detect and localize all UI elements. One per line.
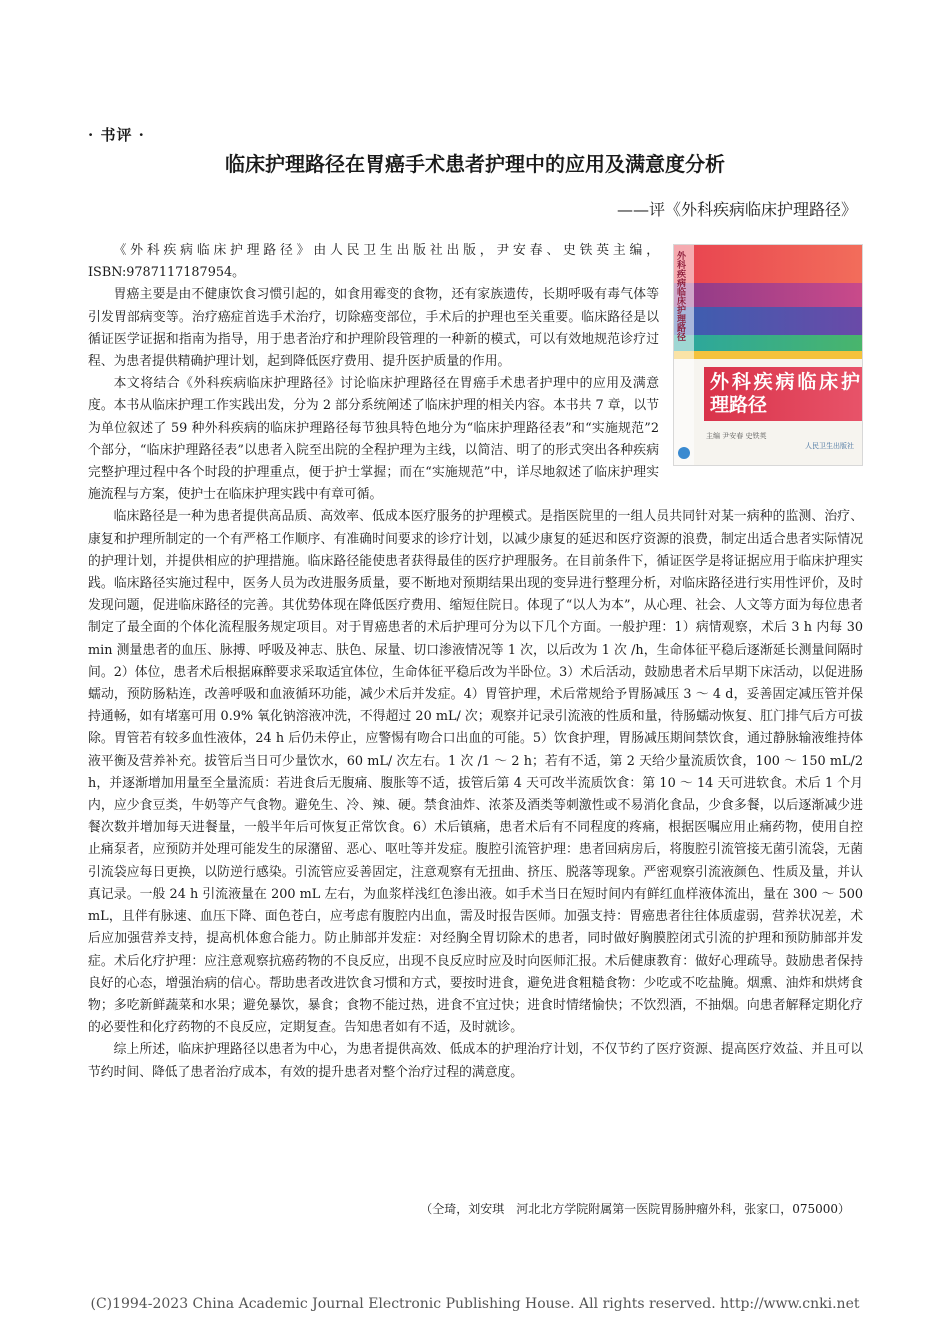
cover-vertical-title: 外科疾病临床护理路径 xyxy=(675,251,685,341)
book-cover-image xyxy=(673,244,863,466)
author-affiliation: （仝琦，刘安琪 河北北方学院附属第一医院胃肠肿瘤外科，张家口，075000） xyxy=(420,1202,850,1216)
section-tag: · 书评 · xyxy=(88,126,145,144)
paragraph: 《外科疾病临床护理路径》由人民卫生出版社出版，尹安春、史铁英主编，ISBN:9787117187954。 xyxy=(88,243,659,281)
paragraph: 综上所述，临床护理路径以患者为中心，为患者提供高效、低成本的护理治疗计划，不仅节约了医疗资源、提高医疗效益、并且可以节约时间、降低了患者治疗成本，有效的提升患者对整个治疗过程的满意度。 xyxy=(88,1042,863,1080)
cover-publisher: 人民卫生出版社 xyxy=(805,441,854,450)
cover-editors: 主编 尹安春 史铁英 xyxy=(706,432,767,440)
cover-title: 外科疾病临床护理路径 xyxy=(704,367,863,421)
paragraph: 临床路径是一种为患者提供高品质、高效率、低成本医疗服务的护理模式。是指医院里的一组人员共同针对某一病种的监测、治疗、康复和护理所制定的一个有严格工作顺序、有准确时间要求的诊疗计划，以减少康复的延迟和医疗资源的浪费，制定出适合患者实际情况的护理计划，并提供相应的护理措施。临床路径能使患者获得最佳的医疗护理服务。在目前条件下，循证医学是将证据应用于临床护理实践。临床路径实施过程中，医务人员为改进服务质量，要不断地对预期结果出现的变异进行整理分析，对临床路径进行实用性评价，及时发现问题，促进临床路径的完善。其优势体现在降低医疗费用、缩短住院日。体现了“以人为本”，从心理、社会、人文等方面为每位患者制定了最全面的个体化流程服务规定项目。对于胃癌患者的术后护理可分为以下几个方面。一般护理：1）病情观察，术后 3 h 内每 30 min 测量患者的血压、脉搏、呼吸及神志、肤色、尿量、切口渗液情况等 1 次，以后改为 1 次 /h，生命体征平稳后逐渐延长测量间隔时间。2）体位，患者术后根据麻醉要求采取适宜体位，生命体征平稳后改为半卧位。3）术后活动，鼓励患者术后早期下床活动，以促进肠蠕动，预防肠粘连，改善呼吸和血液循环功能，减少术后并发症。4）胃管护理，术后常规给予胃肠减压 3 ～ 4 d，妥善固定减压管并保持通畅，如有堵塞可用 0.9% 氧化钠溶液冲洗，不得超过 20 mL/ 次；观察并记录引流液的性质和量，待肠蠕动恢复、肛门排气后方可拔除。胃管若有较多血性液体，24 h 后仍未停止，应警惕有吻合口出血的可能。5）饮食护理，胃肠减压期间禁饮食，通过静脉输液维持体液平衡及营养补充。拔管后当日可少量饮水，60 mL/ 次左右。1 次 /1 ～ 2 h；若有不适，第 2 天给少量流质饮食，100 ～ 150 mL/2 h，并逐渐增加用量至全量流质：若进食后无腹痛、腹胀等不适，拔管后第 4 天可改半流质饮食：第 10 ～ 14 天可进软食。术后 1 个月内，应少食豆类，牛奶等产气食物。避免生、冷、辣、硬。禁食油炸、浓茶及酒类等刺激性或不易消化食品，少食多餐，以后逐渐减少进餐次数并增加每天进餐量，一般半年后可恢复正常饮食。6）术后镇痛，患者术后有不同程度的疼痛，根据医嘱应用止痛药物，使用自控止痛泵者，应预防并处理可能发生的尿潴留、恶心、呕吐等并发症。腹腔引流管护理：患者回病房后，将腹腔引流管接无菌引流袋，无菌引流袋应每日更换，以防逆行感染。引流管应妥善固定，注意观察有无扭曲、挤压、脱落等现象。严密观察引流液颜色、性质及量，并认真记录。一般 24 h 引流液量在 200 mL 左右，为血浆样浅红色渗出液。如手术当日在短时间内有鲜红血样液体流出，量在 300 ～ 500 mL，且伴有脉速、血压下降、面色苍白，应考虑有腹腔内出血，需及时报告医师。加强支持：胃癌患者往往体质虚弱，营养状况差，术后应加强营养支持，提高机体愈合能力。防止肺部并发症：对经胸全胃切除术的患者，同时做好胸膜腔闭式引流的护理和预防肺部并发症。术后化疗护理：应注意观察抗癌药物的不良反应，出现不良反应时应及时向医师汇报。术后健康教育：做好心理疏导。鼓励患者保持良好的心态，增强治病的信心。帮助患者改进饮食习惯和方式，要按时进食，避免进食粗糙食物：少吃或不吃盐腌。烟熏、油炸和烘烤食物；多吃新鲜蔬菜和水果；避免暴饮，暴食；食物不能过热，进食不宜过快；进食时情绪愉快；不饮烈酒，不抽烟。向患者解释定期化疗的必要性和化疗药物的不良反应，定期复查。告知患者如有不适，及时就诊。 xyxy=(88,509,863,1036)
copyright-footer: (C)1994-2023 China Academic Journal Electronic Publishing House. All rights reserved. http://www.cnki.net xyxy=(90,1296,860,1312)
article-title: 临床护理路径在胃癌手术患者护理中的应用及满意度分析 xyxy=(225,152,725,176)
publisher-logo-icon xyxy=(678,447,690,459)
paragraph: 本文将结合《外科疾病临床护理路径》讨论临床护理路径在胃癌手术患者护理中的应用及满意度。本书从临床护理工作实践出发，分为 2 部分系统阐述了临床护理的相关内容。本书共 7 章，以节为单位叙述了 59 种外科疾病的临床护理路径每节独具特色地分为“临床护理路径表”和“实施规范”2 个部分，“临床护理路径表”以患者入院至出院的全程护理为主线，以简洁、明了的形式突出各种疾病完整护理过程中各个时段的护理重点，便于护士掌握；而在“实施规范”中，详尽地叙述了临床护理实施流程与方案，使护士在临床护理实践中有章可循。 xyxy=(88,376,659,503)
paragraph: 胃癌主要是由不健康饮食习惯引起的，如食用霉变的食物，还有家族遗传，长期呼吸有毒气体等引发胃部病变等。治疗癌症首选手术治疗，切除癌变部位，手术后的护理也至关重要。临床路径是以循证医学证据和指南为指导，用于患者治疗和护理阶段管理的一种新的模式，可以有效地规范诊疗过程、为患者提供精确护理计划，起到降低医疗费用、提升医护质量的作用。 xyxy=(88,287,659,370)
article-body xyxy=(88,240,863,1084)
article-subtitle: ——评《外科疾病临床护理路径》 xyxy=(616,200,857,219)
